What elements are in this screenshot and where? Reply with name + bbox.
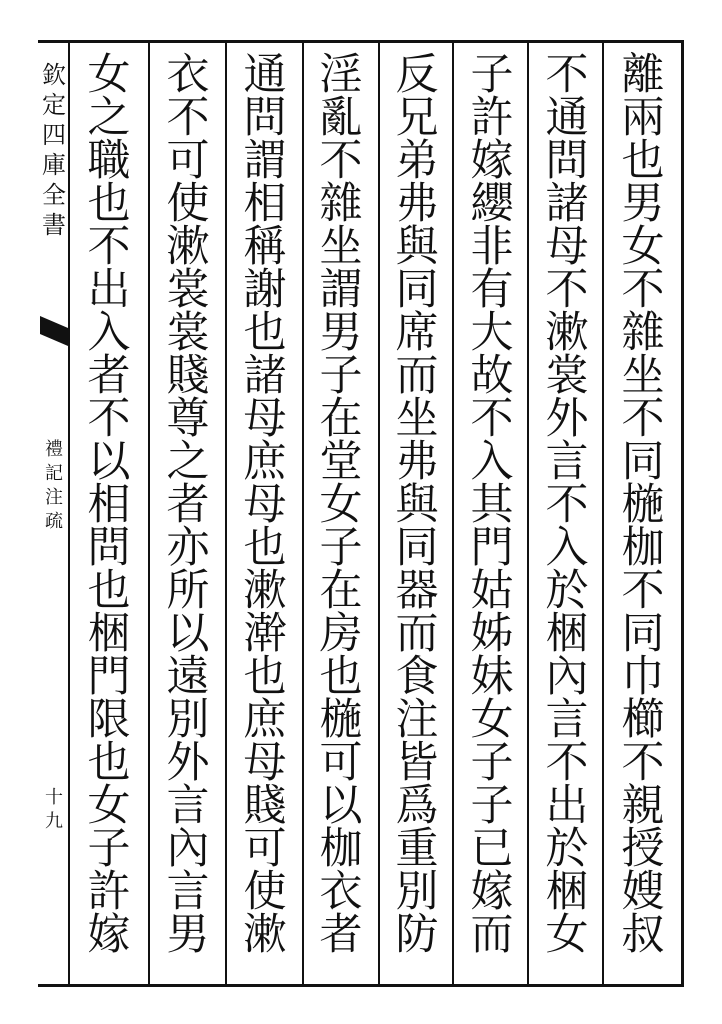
character: 相	[243, 179, 287, 229]
character: 亦	[166, 523, 210, 573]
character: 不	[87, 394, 131, 444]
character: 於	[545, 824, 589, 874]
margin-title	[40, 60, 68, 240]
character: 也	[243, 652, 287, 702]
character: 漱	[545, 308, 589, 358]
character: 庶	[243, 695, 287, 745]
character: 淫	[319, 50, 363, 100]
text-column-8	[70, 50, 148, 960]
character: 外	[545, 394, 589, 444]
character: 之	[87, 93, 131, 143]
character: 言	[545, 695, 589, 745]
character: 梱	[545, 609, 589, 659]
character: 叔	[621, 910, 665, 960]
text-column-5	[302, 50, 380, 960]
margin-character: 疏	[45, 511, 63, 532]
character: 出	[545, 781, 589, 831]
character: 通	[243, 50, 287, 100]
character: 別	[395, 867, 439, 917]
character: 同	[621, 609, 665, 659]
character: 子	[470, 50, 514, 100]
character: 纓	[470, 179, 514, 229]
bottom-border	[38, 984, 684, 987]
character: 在	[319, 566, 363, 616]
character: 子	[470, 781, 514, 831]
character: 謂	[243, 136, 287, 186]
character: 者	[319, 910, 363, 960]
top-border	[38, 40, 684, 43]
character: 兩	[621, 93, 665, 143]
character: 諸	[545, 179, 589, 229]
character: 雜	[319, 179, 363, 229]
character: 嫁	[470, 867, 514, 917]
character: 而	[395, 351, 439, 401]
character: 入	[545, 523, 589, 573]
text-column-6	[226, 50, 304, 960]
character: 所	[166, 566, 210, 616]
character: 不	[545, 480, 589, 530]
text-column-4	[378, 50, 456, 960]
character: 庶	[243, 437, 287, 487]
margin-character: 定	[42, 91, 66, 119]
character: 尊	[166, 394, 210, 444]
character: 言	[166, 781, 210, 831]
character: 言	[545, 437, 589, 487]
margin-section	[40, 438, 68, 534]
character: 巾	[621, 652, 665, 702]
character: 而	[470, 910, 514, 960]
text-column-3	[453, 50, 531, 960]
character: 櫛	[621, 695, 665, 745]
character: 也	[87, 566, 131, 616]
character: 同	[395, 523, 439, 573]
margin-character: 全	[42, 181, 66, 209]
character: 其	[470, 480, 514, 530]
character: 也	[87, 738, 131, 788]
character: 弟	[395, 136, 439, 186]
character: 門	[470, 523, 514, 573]
character: 可	[243, 824, 287, 874]
character: 弗	[395, 437, 439, 487]
character: 不	[166, 93, 210, 143]
text-column-2	[528, 50, 606, 960]
character: 女	[87, 50, 131, 100]
character: 裳	[166, 308, 210, 358]
character: 弗	[395, 179, 439, 229]
margin-character: 注	[45, 487, 63, 508]
character: 使	[243, 867, 287, 917]
character: 器	[395, 566, 439, 616]
character: 注	[395, 695, 439, 745]
character: 房	[319, 609, 363, 659]
character: 出	[87, 265, 131, 315]
character: 男	[621, 179, 665, 229]
character: 衣	[166, 50, 210, 100]
character: 也	[243, 308, 287, 358]
character: 枷	[621, 523, 665, 573]
character: 親	[621, 781, 665, 831]
character: 女	[621, 222, 665, 272]
character: 母	[243, 480, 287, 530]
character: 也	[87, 179, 131, 229]
character: 男	[166, 910, 210, 960]
character: 內	[545, 652, 589, 702]
character: 不	[545, 265, 589, 315]
character: 母	[243, 738, 287, 788]
character: 賤	[243, 781, 287, 831]
character: 不	[621, 394, 665, 444]
character: 女	[545, 910, 589, 960]
character: 也	[319, 652, 363, 702]
character: 不	[621, 738, 665, 788]
character: 女	[319, 480, 363, 530]
character: 問	[243, 93, 287, 143]
character: 問	[87, 523, 131, 573]
margin-character: 書	[42, 211, 66, 239]
character: 男	[319, 308, 363, 358]
character: 嫁	[470, 136, 514, 186]
character: 防	[395, 910, 439, 960]
character: 許	[470, 93, 514, 143]
character: 可	[319, 738, 363, 788]
character: 以	[319, 781, 363, 831]
character: 梱	[87, 609, 131, 659]
character: 有	[470, 265, 514, 315]
character: 也	[243, 523, 287, 573]
character: 母	[545, 222, 589, 272]
character: 姊	[470, 609, 514, 659]
character: 於	[545, 566, 589, 616]
character: 入	[470, 437, 514, 487]
character: 重	[395, 824, 439, 874]
character: 故	[470, 351, 514, 401]
character: 可	[166, 136, 210, 186]
character: 通	[545, 93, 589, 143]
character: 子	[319, 523, 363, 573]
character: 子	[470, 738, 514, 788]
character: 子	[319, 351, 363, 401]
margin-character: 庫	[42, 151, 66, 179]
character: 枷	[319, 824, 363, 874]
character: 不	[621, 566, 665, 616]
character: 言	[166, 867, 210, 917]
character: 食	[395, 652, 439, 702]
margin-character: 四	[42, 121, 66, 149]
character: 稱	[243, 222, 287, 272]
character: 謂	[319, 265, 363, 315]
character: 非	[470, 222, 514, 272]
character: 不	[621, 265, 665, 315]
character: 內	[166, 824, 210, 874]
character: 謝	[243, 265, 287, 315]
text-column-1	[604, 50, 682, 960]
character: 授	[621, 824, 665, 874]
character: 在	[319, 394, 363, 444]
character: 已	[470, 824, 514, 874]
character: 嫂	[621, 867, 665, 917]
character: 諸	[243, 351, 287, 401]
character: 反	[395, 50, 439, 100]
character: 爲	[395, 781, 439, 831]
character: 不	[545, 50, 589, 100]
character: 相	[87, 480, 131, 530]
character: 漱	[166, 222, 210, 272]
margin-character: 記	[45, 463, 63, 484]
character: 與	[395, 480, 439, 530]
character: 以	[87, 437, 131, 487]
character: 席	[395, 308, 439, 358]
character: 亂	[319, 93, 363, 143]
character: 之	[166, 437, 210, 487]
margin-character: 十	[45, 787, 63, 808]
character: 椸	[319, 695, 363, 745]
character: 嫁	[87, 910, 131, 960]
margin-character: 九	[45, 811, 63, 832]
character: 同	[395, 265, 439, 315]
character: 也	[621, 136, 665, 186]
margin-page-number	[40, 786, 68, 834]
character: 不	[319, 136, 363, 186]
character: 使	[166, 179, 210, 229]
character: 而	[395, 609, 439, 659]
character: 離	[621, 50, 665, 100]
character: 雜	[621, 308, 665, 358]
character: 兄	[395, 93, 439, 143]
character: 坐	[395, 394, 439, 444]
character: 不	[470, 394, 514, 444]
text-column-7	[149, 50, 227, 960]
character: 限	[87, 695, 131, 745]
character: 女	[87, 781, 131, 831]
character: 母	[243, 394, 287, 444]
character: 子	[87, 824, 131, 874]
character: 職	[87, 136, 131, 186]
character: 坐	[621, 351, 665, 401]
margin-column	[40, 60, 68, 980]
character: 遠	[166, 652, 210, 702]
character: 入	[87, 308, 131, 358]
character: 不	[545, 738, 589, 788]
character: 者	[166, 480, 210, 530]
character: 同	[621, 437, 665, 487]
character: 別	[166, 695, 210, 745]
character: 梱	[545, 867, 589, 917]
character: 皆	[395, 738, 439, 788]
character: 妹	[470, 652, 514, 702]
character: 與	[395, 222, 439, 272]
character: 門	[87, 652, 131, 702]
margin-character: 欽	[42, 61, 66, 89]
character: 大	[470, 308, 514, 358]
character: 姑	[470, 566, 514, 616]
character: 外	[166, 738, 210, 788]
character: 者	[87, 351, 131, 401]
character: 裳	[545, 351, 589, 401]
character: 漱	[243, 910, 287, 960]
margin-character: 禮	[45, 439, 63, 460]
character: 澣	[243, 609, 287, 659]
character: 衣	[319, 867, 363, 917]
character: 漱	[243, 566, 287, 616]
character: 椸	[621, 480, 665, 530]
character: 以	[166, 609, 210, 659]
character: 裳	[166, 265, 210, 315]
character: 賤	[166, 351, 210, 401]
character: 坐	[319, 222, 363, 272]
character: 女	[470, 695, 514, 745]
character: 不	[87, 222, 131, 272]
character: 堂	[319, 437, 363, 487]
character: 許	[87, 867, 131, 917]
character: 問	[545, 136, 589, 186]
